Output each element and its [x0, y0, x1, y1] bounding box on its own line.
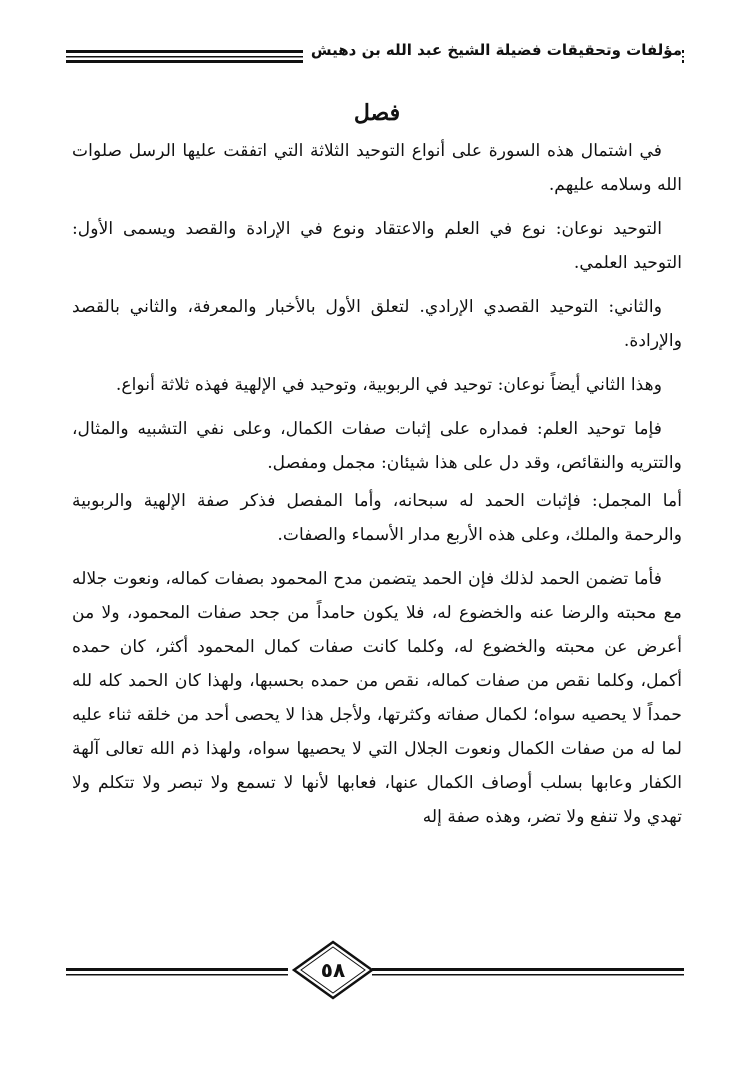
page-number: ٥٨ — [320, 958, 346, 982]
paragraph-intro — [72, 134, 682, 202]
paragraph-text: فإما توحيد العلم: فمداره على إثبات صفات الكمال، وعلى نفي التشبيه والمثال، والتتريه والنقائص، وقد دل على هذا شيئان: مجمل ومفصل. — [72, 419, 682, 473]
footer-rule-right — [372, 968, 684, 978]
paragraph-mujmal — [72, 484, 682, 552]
paragraph-text: أما المجمل: فإثبات الحمد له سبحانه، وأما المفصل فذكر صفة الإلهية والربوبية والرحمة والملك، وعلى هذه الأربع مدار الأسماء والصفات. — [72, 491, 682, 545]
header-title: مؤلفات وتحقيقات فضيلة الشيخ عبد الله بن دهيش — [303, 36, 682, 64]
paragraph-second-type — [72, 290, 682, 358]
paragraph-hamd — [72, 562, 682, 834]
paragraph-text: وهذا الثاني أيضاً نوعان: توحيد في الربوبية، وتوحيد في الإلهية فهذه ثلاثة أنواع. — [115, 375, 662, 395]
footer-rule-left — [66, 968, 288, 978]
page-footer — [66, 940, 684, 1000]
section-title: فصل — [353, 100, 401, 126]
paragraph-text: فأما تضمن الحمد لذلك فإن الحمد يتضمن مدح المحمود بصفات كماله، ونعوت جلاله مع محبته والرضا عنه والخضوع له، فلا يكون حامداً من جحد صفات المحمود، ولا من أعرض عن محبته والخضوع له، وكلما كانت صفات كمال المحمود أكثر، كان حمده أكمل، وكلما نقص من صفات كماله، نقص من حمده بحسبها، ولهذا كان الحمد كله لله حمداً لا يحصيه سواه؛ لكمال صفاته وكثرتها، ولأجل هذا لا يحصى أحد من خلقه ثناء عليه لما له من صفات الكمال ونعوت الجلال التي لا يحصيها سواه، ولهذا ذم الله تعالى آلهة الكفار وعابها بسلب أوصاف الكمال عنها، فعابها لأنها لا تسمع ولا تبصر ولا تتكلم ولا تهدي ولا تنفع ولا تضر، وهذه صفة إله — [72, 569, 682, 827]
running-header — [66, 36, 684, 66]
paragraph-tawhid-types — [72, 212, 682, 280]
paragraph-three-types — [72, 368, 682, 402]
page-number-ornament — [292, 940, 374, 1000]
paragraph-text: والثاني: التوحيد القصدي الإرادي. لتعلق الأول بالأخبار والمعرفة، والثاني بالقصد والإرادة. — [72, 297, 682, 351]
page-body — [72, 96, 682, 844]
paragraph-text: في اشتمال هذه السورة على أنواع التوحيد الثلاثة التي اتفقت عليها الرسل صلوات الله وسلامه عليهم. — [72, 141, 682, 195]
paragraph-tawhid-ilm — [72, 412, 682, 480]
paragraph-text: التوحيد نوعان: نوع في العلم والاعتقاد ونوع في الإرادة والقصد ويسمى الأول: التوحيد العلمي. — [72, 219, 682, 273]
